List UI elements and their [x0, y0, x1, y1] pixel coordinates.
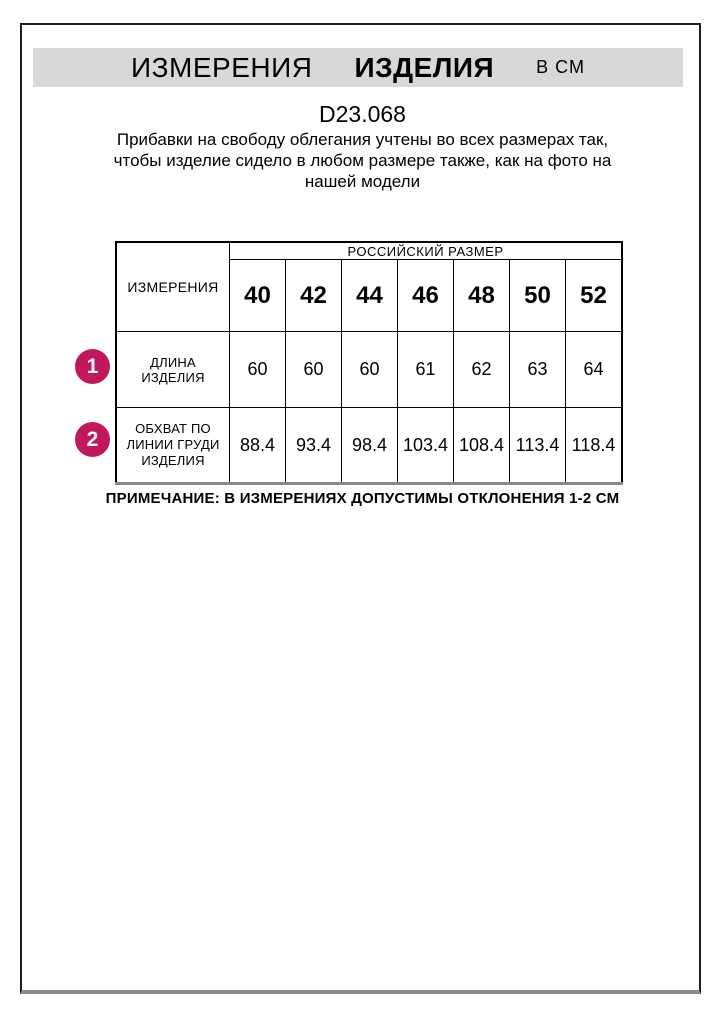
table-row-length	[116, 332, 622, 408]
size-header-cell: 48	[454, 260, 510, 332]
fit-description-line: Прибавки на свободу облегания учтены во всех размерах так,	[116, 130, 609, 149]
value-cell: 88.4	[230, 408, 286, 484]
table-row-group-header	[116, 242, 622, 260]
table-corner-header: ИЗМЕРЕНИЯ	[116, 242, 230, 332]
tolerance-note: ПРИМЕЧАНИЕ: В ИЗМЕРЕНИЯХ ДОПУСТИМЫ ОТКЛОНЕНИЯ 1-2 СМ	[105, 490, 620, 507]
size-header-cell: 42	[286, 260, 342, 332]
value-cell: 61	[398, 332, 454, 408]
header-title-emphasis: ИЗДЕЛИЯ	[354, 51, 495, 83]
value-cell: 118.4	[566, 408, 623, 484]
header-units-label: В СМ	[536, 57, 585, 77]
value-cell: 103.4	[398, 408, 454, 484]
product-code: D23.068	[319, 101, 406, 127]
value-cell: 60	[230, 332, 286, 408]
row-marker-2: 2	[75, 422, 110, 457]
row-label-chest: ОБХВАТ ПО ЛИНИИ ГРУДИ ИЗДЕЛИЯ	[116, 408, 230, 484]
value-cell: 98.4	[342, 408, 398, 484]
fit-description	[0, 129, 725, 192]
size-header-cell: 40	[230, 260, 286, 332]
size-header-cell: 50	[510, 260, 566, 332]
value-cell: 60	[286, 332, 342, 408]
size-header-cell: 52	[566, 260, 623, 332]
size-table	[115, 241, 623, 485]
value-cell: 64	[566, 332, 623, 408]
row-marker-1: 1	[75, 349, 110, 384]
table-size-group-header: РОССИЙСКИЙ РАЗМЕР	[230, 242, 623, 260]
value-cell: 60	[342, 332, 398, 408]
value-cell: 108.4	[454, 408, 510, 484]
fit-description-line: чтобы изделие сидело в любом размере также, как на фото на	[113, 151, 612, 170]
value-cell: 113.4	[510, 408, 566, 484]
size-header-cell: 46	[398, 260, 454, 332]
table-row-chest	[116, 408, 622, 484]
size-header-cell: 44	[342, 260, 398, 332]
value-cell: 93.4	[286, 408, 342, 484]
value-cell: 62	[454, 332, 510, 408]
fit-description-line: нашей модели	[304, 172, 421, 191]
row-label-length: ДЛИНА ИЗДЕЛИЯ	[116, 332, 230, 408]
value-cell: 63	[510, 332, 566, 408]
header-title: ИЗМЕРЕНИЯ	[131, 51, 313, 83]
header-bar	[33, 48, 683, 87]
